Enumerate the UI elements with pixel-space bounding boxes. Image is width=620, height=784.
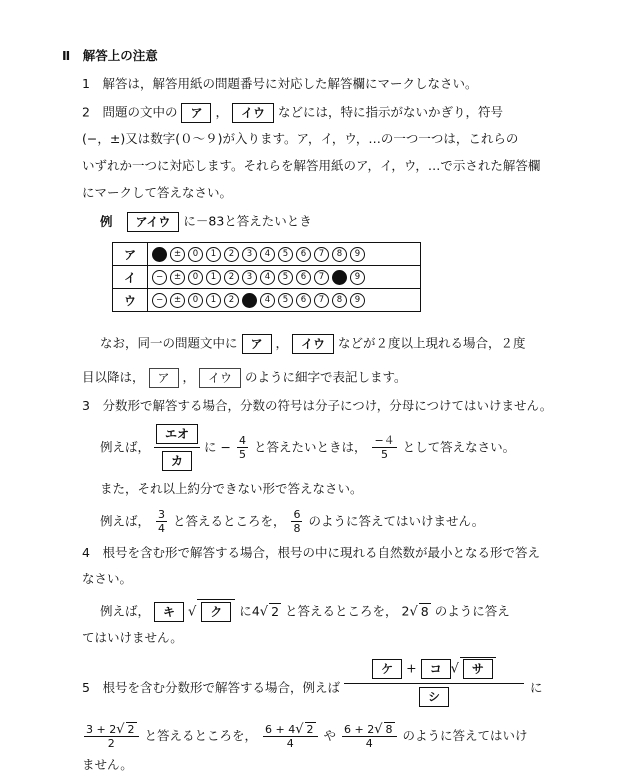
fraction-box-eo-ka [154, 424, 200, 471]
example-text: と答えるところを， [144, 728, 258, 743]
numerator: 4 [238, 434, 246, 447]
mark-row-bubbles [148, 243, 421, 266]
thin-box-iu: イウ [199, 368, 241, 388]
thin-box-a: ア [149, 368, 179, 388]
filled-bubble: − [152, 247, 167, 262]
answer-box-ki: キ [154, 602, 184, 622]
radicand: 2 [127, 723, 135, 736]
example-text: と答えたいときは， [253, 439, 367, 455]
note-item-2-line-4: にマークして答えなさい。 [82, 185, 233, 200]
example-line [100, 212, 312, 232]
denominator: 5 [381, 448, 389, 461]
example-text: に－83と答えたいとき [183, 213, 312, 229]
example-prefix: 例えば， [100, 603, 151, 619]
bubble: 2 [224, 293, 239, 308]
mark-sheet-example [112, 242, 421, 312]
fraction-box-ke-ko-sa-shi [344, 657, 524, 707]
bubble: 2 [224, 270, 239, 285]
mark-row-bubbles [148, 289, 421, 312]
note-item-5-line-3: ません。 [82, 757, 133, 772]
note-text-b: などが２度以上現れる場合，２度 [338, 335, 526, 351]
fraction-bar [344, 683, 524, 684]
answer-box-ko: コ [421, 659, 451, 679]
bubble: 0 [188, 247, 203, 262]
radical-sign: √ [188, 604, 197, 620]
radical-sign: √ [116, 722, 125, 737]
answer-box-eo: エオ [156, 424, 198, 444]
radical-sign: √ [295, 722, 304, 737]
item3-example-2 [100, 508, 484, 535]
bubble: 8 [332, 293, 347, 308]
note-text-c: 目以降は， [82, 369, 145, 385]
mark-row-bubbles [148, 266, 421, 289]
note-text-a: なお，同一の問題文中に [100, 335, 238, 351]
note-text-d: のように細字で表記します。 [245, 369, 407, 385]
bubble: 7 [314, 270, 329, 285]
fraction-minus4-over-5 [372, 434, 396, 461]
bubble: 3 [242, 270, 257, 285]
note-line-2 [82, 368, 407, 388]
note-item-4-line-2: なさい。 [82, 571, 133, 586]
minus-sign: − [220, 439, 231, 455]
comma: ， [215, 104, 228, 120]
bubble: 3 [242, 247, 257, 262]
comma: ， [182, 369, 196, 385]
radicand: 2 [306, 723, 314, 736]
item3-example-1 [100, 424, 515, 470]
answer-box-shi: シ [419, 687, 449, 707]
example-text: と答えるところを， [285, 603, 398, 619]
bubble: 4 [260, 270, 275, 285]
item2-text-a: 2 問題の文中の [82, 104, 178, 120]
radicand-box [460, 657, 496, 680]
plus-sign: + [406, 660, 417, 676]
example-text-end: のように答えてはいけ [402, 728, 528, 743]
fraction-3-4 [156, 508, 167, 535]
radicand: 8 [420, 603, 429, 619]
denominator: 4 [365, 737, 373, 750]
example-prefix: 例えば， [100, 513, 151, 529]
mark-row-label: イ [113, 266, 148, 289]
bubble: 1 [206, 293, 221, 308]
bubble: 9 [350, 247, 365, 262]
filled-bubble: 8 [332, 270, 347, 285]
radical-sign: √ [374, 722, 383, 737]
section-heading: Ⅱ 解答上の注意 [62, 48, 158, 63]
note-item-5-text: 5 根号を含む分数形で解答する場合，例えば [82, 680, 340, 695]
bubble: 7 [314, 293, 329, 308]
bubble: 0 [188, 293, 203, 308]
radical-sign: √ [259, 604, 269, 620]
bubble: − [152, 293, 167, 308]
filled-bubble: 3 [242, 293, 257, 308]
radical-sign: √ [409, 604, 418, 620]
fraction-neg-4-5 [237, 434, 248, 461]
denominator: 8 [293, 522, 301, 535]
item4-example [100, 599, 510, 624]
bubble: ± [170, 247, 185, 262]
numerator [342, 722, 397, 737]
fraction-denominator-box [344, 687, 524, 707]
bubble: 5 [278, 247, 293, 262]
bubble: 2 [224, 247, 239, 262]
note-item-2-line-3: いずれか一つに対応します。それらを解答用紙のア，イ，ウ，…で示された解答欄 [82, 158, 541, 173]
numerator-text: 6 + 2 [344, 723, 375, 736]
numerator: −４ [374, 434, 395, 447]
example-box-aiu: アイウ [127, 212, 180, 232]
fraction-3-plus-2root2-over-2 [84, 722, 139, 750]
numerator: 6 [293, 508, 301, 521]
answer-box-ku: ク [201, 602, 231, 622]
answer-box-ke: ケ [372, 659, 402, 679]
bubble: 6 [296, 247, 311, 262]
numerator: 3 [158, 508, 165, 521]
denominator: 4 [158, 522, 165, 535]
radicand: 8 [385, 723, 393, 736]
numerator [263, 722, 318, 737]
mark-row-label: ウ [113, 289, 148, 312]
note-box-a: ア [242, 334, 272, 354]
answer-box-ka: カ [162, 451, 192, 471]
note-item-2-line-2: (−，±)又は数字(０～９)が入ります。ア，イ，ウ，…の一つ一つは，これらの [82, 131, 519, 146]
mark-row [113, 266, 421, 289]
bubble: 6 [296, 293, 311, 308]
numerator-text: 3 + 2 [86, 723, 117, 736]
bubble: − [152, 270, 167, 285]
bubble: 4 [260, 247, 275, 262]
text-ni: に [530, 680, 543, 695]
radical-sign: √ [450, 661, 459, 677]
radicand: 2 [271, 603, 280, 619]
mark-row [113, 243, 421, 266]
numerator-text: 6 + 4 [265, 723, 296, 736]
answer-box-sa: サ [463, 659, 493, 679]
fraction-6-plus-2root8-over-4 [342, 722, 397, 750]
coefficient: 2 [401, 603, 410, 619]
text-ni: に [203, 439, 217, 455]
example-text-end: のように答え [434, 603, 510, 619]
bubble: 1 [206, 247, 221, 262]
mark-row [113, 289, 421, 312]
answer-box-a: ア [181, 103, 211, 123]
mark-row-label: ア [113, 243, 148, 266]
note-line-1 [100, 334, 526, 354]
bubble: ± [170, 270, 185, 285]
bubble: 9 [350, 293, 365, 308]
bubble: 6 [296, 270, 311, 285]
example-prefix: 例えば， [100, 439, 151, 455]
bubble: 8 [332, 247, 347, 262]
text-ya: や [323, 728, 337, 743]
bubble: 5 [278, 270, 293, 285]
fraction-6-8 [291, 508, 302, 535]
radicand-box [197, 599, 235, 624]
bubble: 7 [314, 247, 329, 262]
bubble: 5 [278, 293, 293, 308]
bubble: 1 [206, 270, 221, 285]
note-item-2-line-1 [82, 103, 503, 123]
bubble: 0 [188, 270, 203, 285]
bubble: ± [170, 293, 185, 308]
denominator: 5 [238, 448, 246, 461]
example-text: と答えるところを， [172, 513, 286, 529]
note-item-1: 1 解答は，解答用紙の問題番号に対応した解答欄にマークしなさい。 [82, 76, 478, 91]
note-box-iu: イウ [292, 334, 334, 354]
text-ni: に [239, 603, 252, 619]
answer-box-iu: イウ [232, 103, 274, 123]
comma: ， [275, 335, 289, 351]
bubble: 9 [350, 270, 365, 285]
note-item-3-line-1: 3 分数形で解答する場合，分数の符号は分子につけ，分母につけてはいけません。 [82, 398, 553, 413]
item5-example [82, 722, 528, 750]
coefficient: 4 [251, 603, 260, 619]
note-item-3-line-3: また，それ以上約分できない形で答えなさい。 [100, 481, 363, 496]
note-item-4-line-4: てはいけません。 [82, 630, 183, 645]
note-item-4-line-1: 4 根号を含む形で解答する場合，根号の中に現れる自然数が最小となる形で答え [82, 545, 540, 560]
numerator [84, 722, 139, 737]
example-label: 例 [100, 213, 113, 229]
denominator: 2 [107, 737, 115, 750]
fraction-bar [154, 447, 200, 448]
item2-text-b: などには，特に指示がないかぎり，符号 [277, 104, 503, 120]
example-text-end: として答えなさい。 [402, 439, 516, 455]
fraction-numerator-boxes [344, 657, 524, 680]
bubble: 4 [260, 293, 275, 308]
denominator: 4 [286, 737, 294, 750]
example-text-end: のように答えてはいけません。 [308, 513, 485, 529]
fraction-6-plus-4root2-over-4 [263, 722, 318, 750]
